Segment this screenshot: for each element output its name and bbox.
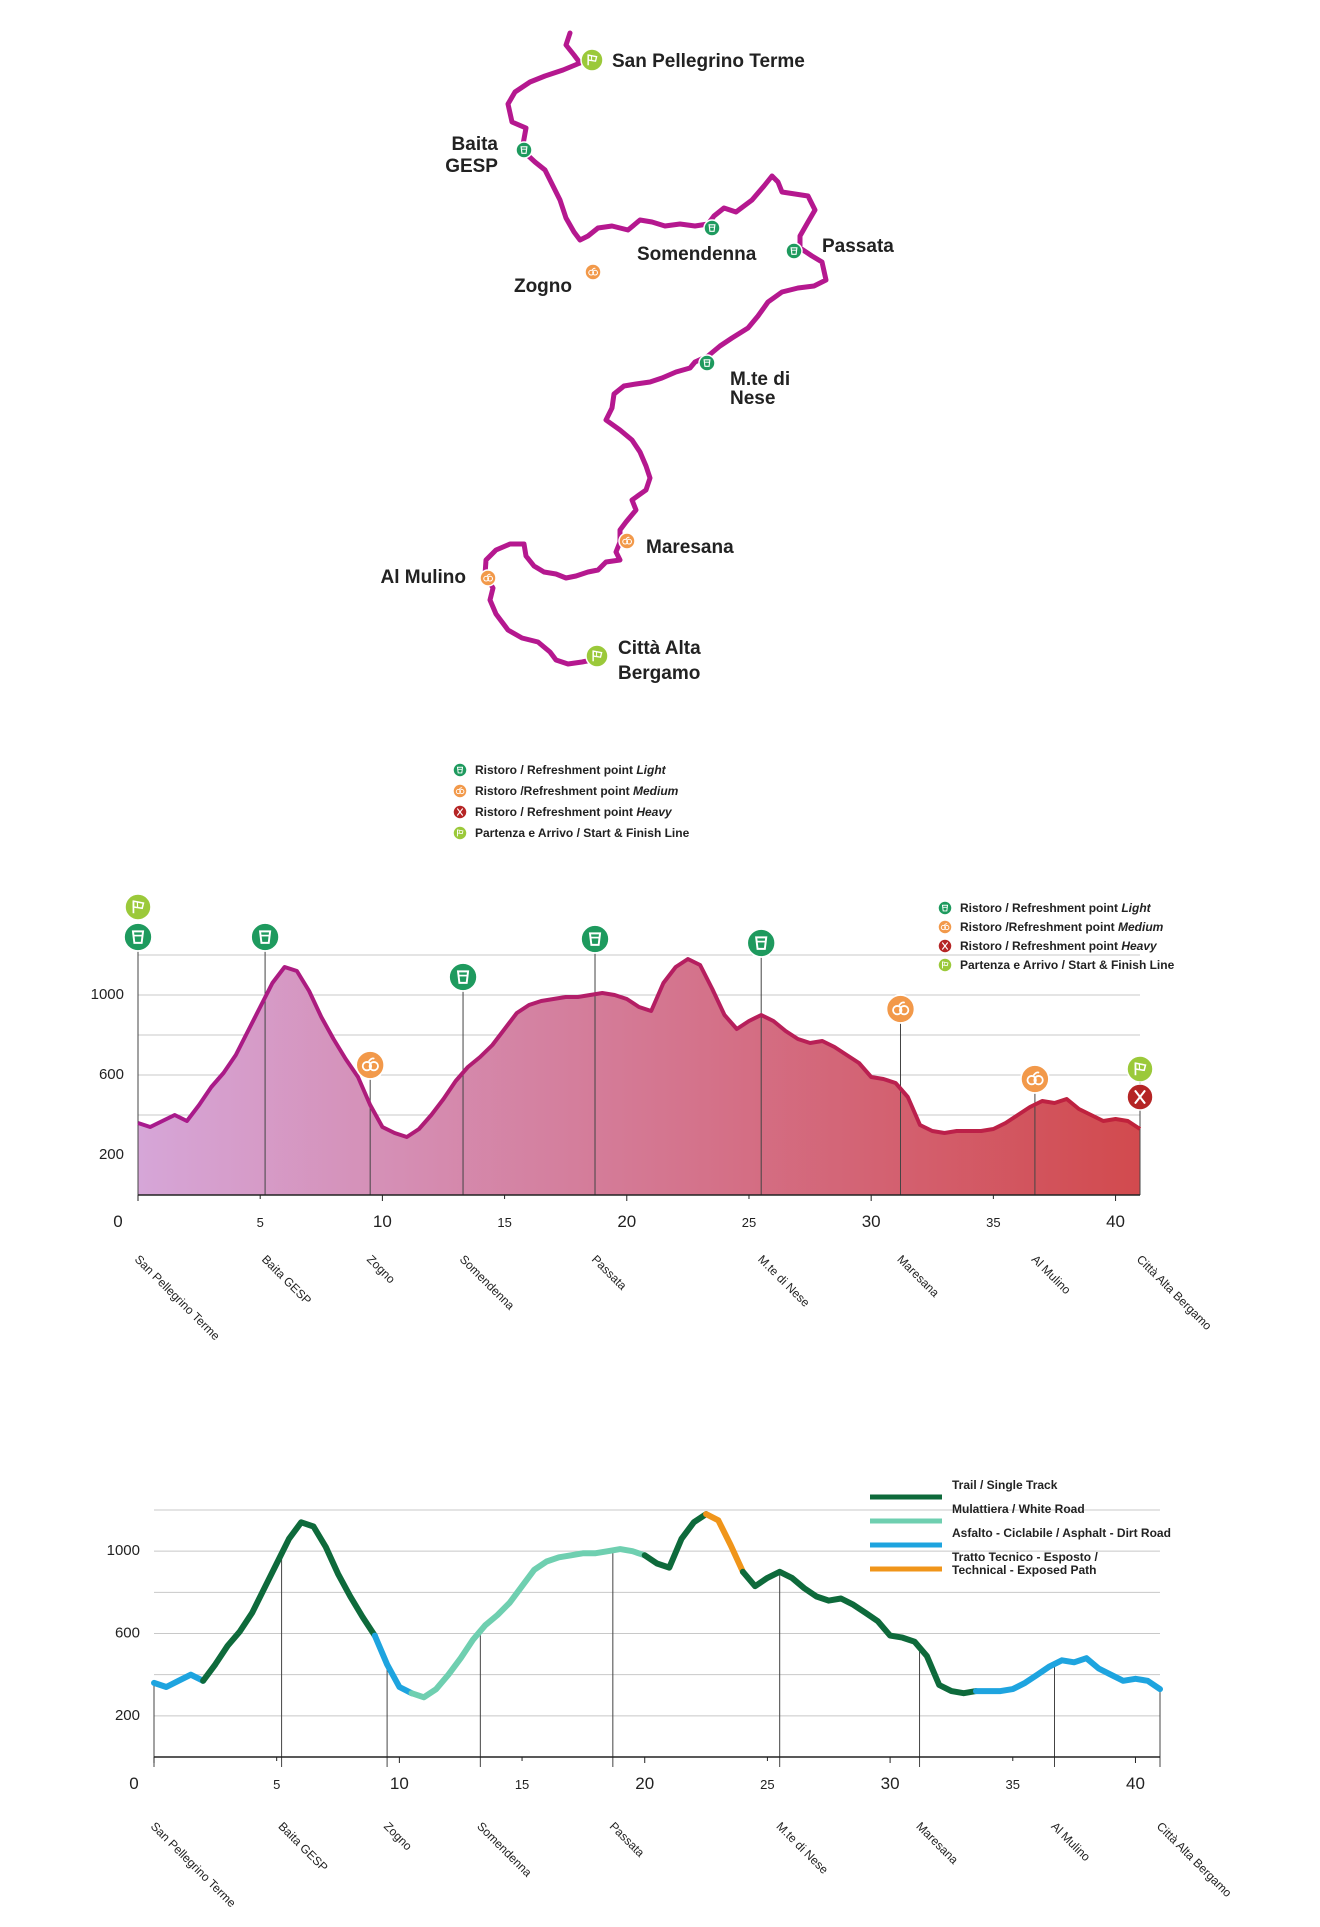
chart1-marker-start-icon (1127, 1056, 1153, 1082)
map-label-al-mulino: Al Mulino (380, 567, 466, 588)
legend-text: Ristoro / Refreshment point (960, 901, 1122, 915)
legend-medium-icon (453, 784, 467, 798)
chart1-location-label: Somendenna (456, 1252, 518, 1313)
chart1-x-minor-label: 15 (497, 1215, 512, 1230)
map-marker-zogno-icon (585, 264, 601, 280)
chart2-x-tick-label: 0 (129, 1774, 139, 1793)
chart2-location-label: Al Mulino (1048, 1819, 1094, 1865)
chart2-y-tick-label: 1000 (106, 1542, 140, 1560)
chart1-location-label: Al Mulino (1028, 1252, 1074, 1298)
chart1-location-label: Baita GESP (258, 1252, 315, 1308)
chart1-marker-light-icon (251, 923, 279, 951)
legend-light-icon (938, 901, 952, 915)
chart1-location-label: Città Alta Bergamo (1133, 1252, 1215, 1333)
legend-text: Ristoro / Refreshment point (475, 805, 637, 819)
map-label-citta-alta: Bergamo (618, 663, 701, 684)
legend-entry-heavy (475, 805, 673, 819)
legend-entry-light (960, 901, 1152, 915)
map-marker-maresana-icon (619, 533, 635, 549)
chart1-location-label: San Pellegrino Terme (131, 1252, 223, 1344)
chart1-marker-start-icon (125, 894, 151, 920)
chart2-location-label: M.te di Nese (773, 1819, 832, 1877)
surface-legend-label-technical: Technical - Exposed Path (952, 1563, 1097, 1577)
chart2-y-tick-label: 200 (114, 1706, 140, 1724)
chart2-segment-technical (706, 1514, 743, 1572)
chart1-location-label: Passata (588, 1252, 630, 1293)
chart2-segment-asphalt (154, 1675, 203, 1687)
chart1-y-tick-label: 200 (98, 1146, 124, 1163)
chart1-location-label: Maresana (894, 1252, 943, 1300)
chart2-segment-asphalt (375, 1636, 412, 1694)
legend-entry-medium (475, 784, 679, 798)
chart1-y-tick-label: 1000 (90, 986, 124, 1003)
map-label-san-pellegrino: San Pellegrino Terme (612, 51, 805, 72)
elevation-profile-surface-chart (107, 1478, 1235, 1910)
legend-entry-start (475, 826, 690, 840)
legend-heavy-icon (453, 805, 467, 819)
map-label-maresana: Maresana (646, 537, 734, 558)
map-marker-passata-icon (786, 243, 802, 259)
chart2-x-minor-label: 5 (273, 1777, 281, 1792)
legend-emphasis: Light (1121, 901, 1151, 915)
chart2-x-minor-label: 25 (760, 1777, 775, 1792)
surface-legend-label-technical: Tratto Tecnico - Esposto / (952, 1550, 1098, 1564)
surface-legend-label-white_road: Mulattiera / White Road (952, 1502, 1085, 1516)
route-map (381, 33, 895, 684)
chart1-x-minor-label: 25 (741, 1215, 757, 1230)
chart1-location-label: Zogno (364, 1252, 399, 1287)
legend-emphasis: Light (636, 763, 666, 777)
legend-text: Ristoro / Refreshment point (475, 763, 637, 777)
map-label-monte-di-nese: M.te di (730, 369, 791, 390)
chart1-x-tick-label: 20 (617, 1212, 637, 1231)
map-marker-somendenna-icon (704, 220, 720, 236)
chart2-location-label: San Pellegrino Terme (147, 1819, 239, 1911)
legend-emphasis: Heavy (636, 805, 672, 819)
surface-legend-label-trail: Trail / Single Track (952, 1478, 1058, 1492)
chart2-location-label: Passata (606, 1819, 648, 1860)
refreshment-legend-chart (938, 901, 1175, 972)
refreshment-legend-top (453, 763, 690, 840)
legend-entry-light (475, 763, 667, 777)
legend-start-icon (453, 826, 467, 840)
chart1-marker-heavy-icon (1127, 1084, 1153, 1110)
legend-heavy-icon (938, 939, 952, 953)
elevation-profile-aid-chart (91, 894, 1215, 1343)
chart1-marker-light-icon (747, 929, 775, 957)
legend-text: Partenza e Arrivo / Start & Finish Line (475, 826, 690, 840)
chart2-x-tick-label: 10 (389, 1774, 409, 1793)
chart1-marker-medium-icon (356, 1051, 384, 1079)
chart1-y-tick-label: 600 (98, 1066, 124, 1083)
map-label-citta-alta: Città Alta (618, 638, 701, 659)
legend-text: Ristoro /Refreshment point (960, 920, 1119, 934)
surface-legend-label-asphalt: Asfalto - Ciclabile / Asphalt - Dirt Road (952, 1526, 1171, 1540)
map-label-monte-di-nese: Nese (730, 388, 776, 409)
chart2-x-minor-label: 15 (514, 1777, 530, 1792)
chart1-marker-light-icon (449, 963, 477, 991)
map-label-somendenna: Somendenna (637, 244, 757, 265)
map-marker-baita-gesp-icon (516, 142, 532, 158)
surface-legend (870, 1478, 1171, 1577)
chart1-marker-light-icon (581, 925, 609, 953)
chart1-x-minor-label: 35 (986, 1215, 1001, 1230)
chart2-y-tick-label: 600 (114, 1624, 140, 1642)
chart1-x-tick-label: 30 (861, 1212, 881, 1231)
elevation-area (138, 959, 1140, 1195)
legend-entry-start (960, 958, 1175, 972)
chart1-location-label: M.te di Nese (755, 1252, 813, 1310)
chart2-location-label: Zogno (380, 1819, 415, 1854)
legend-text: Ristoro /Refreshment point (475, 784, 634, 798)
map-label-zogno: Zogno (513, 276, 572, 297)
chart1-x-minor-label: 5 (256, 1215, 264, 1230)
legend-entry-heavy (960, 939, 1158, 953)
chart1-x-tick-label: 10 (372, 1212, 392, 1231)
chart1-marker-medium-icon (886, 995, 914, 1023)
chart2-x-tick-label: 20 (635, 1774, 655, 1793)
chart2-location-label: Baita GESP (275, 1819, 331, 1875)
chart2-location-label: Somendenna (474, 1819, 535, 1880)
chart2-x-tick-label: 30 (880, 1774, 900, 1793)
legend-emphasis: Medium (1118, 920, 1164, 934)
chart2-x-tick-label: 40 (1126, 1774, 1145, 1793)
legend-emphasis: Heavy (1121, 939, 1157, 953)
legend-text: Ristoro / Refreshment point (960, 939, 1122, 953)
chart1-marker-medium-icon (1021, 1065, 1049, 1093)
chart1-x-tick-label: 0 (113, 1212, 123, 1231)
map-label-baita-gesp: GESP (445, 156, 498, 177)
chart2-location-label: Città Alta Bergamo (1153, 1819, 1235, 1900)
legend-entry-medium (960, 920, 1164, 934)
map-marker-monte-di-nese-icon (699, 355, 715, 371)
map-label-passata: Passata (822, 236, 894, 257)
legend-emphasis: Medium (633, 784, 679, 798)
legend-text: Partenza e Arrivo / Start & Finish Line (960, 958, 1175, 972)
chart2-location-label: Maresana (913, 1819, 962, 1867)
map-marker-citta-alta-icon (586, 645, 608, 667)
map-marker-san-pellegrino-icon (581, 49, 603, 71)
map-marker-al-mulino-icon (480, 570, 496, 586)
legend-light-icon (453, 763, 467, 777)
chart2-x-minor-label: 35 (1005, 1777, 1021, 1792)
map-label-baita-gesp: Baita (451, 134, 498, 155)
legend-start-icon (938, 958, 952, 972)
chart2-segment-trail (645, 1514, 706, 1568)
chart1-marker-light-icon (124, 923, 152, 951)
legend-medium-icon (938, 920, 952, 934)
route-path (485, 33, 826, 664)
chart2-segment-trail (203, 1522, 375, 1681)
chart1-x-tick-label: 40 (1106, 1212, 1126, 1231)
